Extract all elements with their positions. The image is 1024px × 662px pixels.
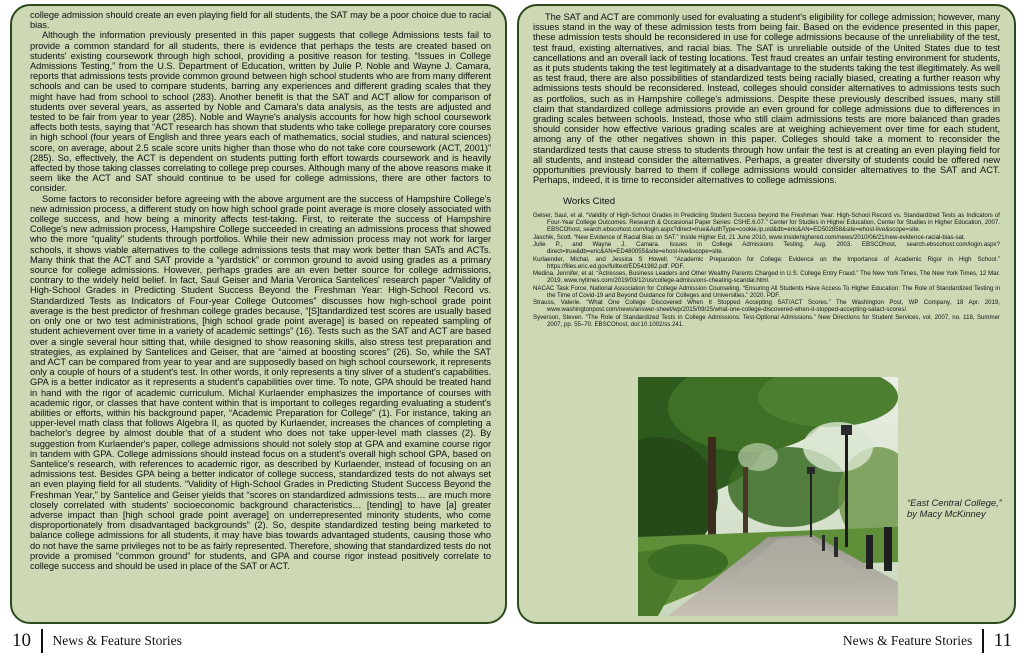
works-cited-heading: Works Cited [563,196,616,208]
left-page-number: 10 [12,630,31,651]
footer-divider [41,629,43,653]
citation-item: Medina, Jennifer, et al. “Actresses, Business Leaders and Other Wealthy Parents Charged in U.S. College Entry Fraud.” The New York Times, The New York Times, 12 Mar. 2019, www.nytimes.com/2019/03/12/us/college-admissions-cheating-scandal.html. [533,270,1000,285]
left-paragraph-2: Although the information previously presented in this paper suggests that college Admissions tests fail to provide a common standard for all students, there is evidence that perhaps the tests are created based on students' existing coursework through high school, providing a positive reason for testing. “Issues in College Admissions Testing,” from the U.S. Department of Education, written by Julie P. Noble and Wayne J. Camara, reports that admissions tests provide common ground between high school students who are from many different schools and can be used to compare students, barring any experiences and different grading scales that they might have had from school to school (283). Another benefit is that the SAT and ACT allow for comparison of students over several years, as asserted by Noble and Camara's data analysis, as the tests are adjusted and tested to be fair from year to year (285). Noble and Wayne's analysis accounts for how high school coursework affects both tests, saying that “ACT research has shown that students who take college preparatory core courses in high school (four years of English and three years each of mathematics, social studies, and natural sciences) score, on average, about 2.5 scale score units higher than those who do not take core coursework (ACT, 2001)” (285). So, effectively, the ACT is dependent on students putting forth effort towards coursework and is heavily affected by those taking classes correlating to college prep courses. Although many of the above reasons make it seem like the ACT and SAT should continue to be used for college admissions, there are other factors to consider. [30,30,491,194]
right-paragraph-1: The SAT and ACT are commonly used for evaluating a student's eligibility for college admission; however, many issues stand in the way of these admission tests from being fair. Based on the evidence presented in this paper, these admission tests should be reconsidered in use for college admissions because of the unreliability of the test, test fraud, existing alternatives, and racial bias. The SAT is unreliable outside of the United States due to test cancellations and an overall lack of testing locations. Test fraud creates an unfair testing environment for students, as it puts students taking the test legitimately at a disadvantage to the students taking the test illegitimately. As well as test fraud, there are also possibilities of standardized tests being racially biased, creating a further reason why admissions tests should be reconsidered. Instead, colleges should consider alternatives to admissions tests such as portfolios, such as in Hampshire college's admissions. Despite these previously described issues, many still claim that standardized college admissions provide an even ground for college admissions due to differences in grading scales between schools. Instead, those who still claim admissions tests are more balanced than grades should consider how effective various grading scales are at weighing achievement over time for each student, among any of the other negatives shown in this paper. Colleges should take a moment to reconsider the standardized tests that cause stress to students through how unfair the test is at creating an even playing field for all students, and instead consider the alternatives. Perhaps, a greater diversity of students could be offered new opportunities previously barred to them if college admissions would consider alternatives to the SAT and ACT. Perhaps, indeed, it is time to reconsider alternatives to college admissions. [533,12,1000,186]
left-footer [12,626,182,656]
citation-item: Geiser, Saul, et al. “Validity of High-School Grades in Predicting Student Success beyond the Freshman Year: High-School Record vs. Standardized Tests as Indicators of Four-Year College Outcomes. Research & Occasional Paper Series: CSHE.6.07.” Center for Studies in Higher Education, Center for Studies in Higher Education, 2007. EBSCOhost, search.ebscohost.com/login.aspx?direct=true&AuthType=cookie,ip,uid&db=eric&AN=ED502858&site=ehost-live&scope=site. [533,212,1000,234]
right-section-name: News & Feature Stories [842,633,973,648]
campus-path-photo [638,377,898,616]
citation-item: Strauss, Valerie. “What One College Discovered When It Stopped Accepting SAT/ACT Scores.” The Washington Post, WP Company, 18 Apr. 2019, www.washingtonpost.com/news/answer-sheet/wp/2015/09/25/what-one-college-discovered-when-it-stopped-accepting-satact-scores/. [533,299,1000,314]
right-page-number: 11 [993,630,1012,651]
right-footer [843,626,1012,656]
footer-divider [982,629,984,653]
right-article-text [533,12,1000,185]
left-section-name: News & Feature Stories [52,633,182,648]
left-paragraph-1: college admission should create an even playing field for all students, the SAT may be a poor choice due to racial bias. [30,10,491,31]
photo-caption-credit: by Macy McKinney [907,508,986,519]
campus-path-illustration [638,377,898,616]
left-article-text [30,10,491,571]
citation-item: NACAC Task Force, National Association for College Admission Counseling. “Ensuring All Students Have Access To Higher Education: The Role of Standardized Testing in the Time of Covid-19 and Beyond Guidance for Colleges and Universities.” 2020. PDF. [533,284,1000,299]
works-cited-list [533,212,1000,328]
photo-caption-title: “East Central College,” [907,497,1002,508]
left-paragraph-3: Some factors to reconsider before agreeing with the above argument are the success of Hampshire College's new admission process, a different study on how high school grade point average is more closely associated with college success, and how being a minority affects test-taking. First, to reiterate the success of Hampshire College's new admission process, Hampshire College succeeded in creating an admissions process that showed who the more “quality” students through portfolios. While their new admission process may not work for larger schools, it shows viable alternatives to the college admissions tests that may work better than SATs and ACTs. Many think that the ACT and SAT provide a “yardstick” or common ground to avoid using grades as a primary source for college admissions. However, perhaps grades are an even better source for college admissions, contrary to the widely held belief. In fact, Saul Geiser and Maria Veronica Santelices' research paper “Validity of High-School Grades in Predicting Student Success Beyond the Freshman Year: High-School Record vs. Standardized Tests as Indicators of Four-year College Outcomes” discusses how high-school grade point average is the best predictor of freshman college grades because, “[S]tandardized test scores are usually based on only one or two test administrations, [high school grade point average] is based on repeated sampling of student achievement over time in a variety of academic settings” (16). Tests such as the SAT and ACT are based over a single several hour sitting that, while designed to show reasoning skills, also stress test preparation and strategies, as explained by Santelices and Geiser, that are “aimed at boosting scores” (26). So, while the SAT and ACT can be compared from year to year and are supposedly based on high school coursework, it represents only a couple of hours of a student's test. In other words, it only represents a tiny sliver of a student's capabilities. GPA is a better indicator as it represents a student's capabilities over time. To note, GPA should be treated hand in hand with the rigor of academic curriculum. Michal Kurlaender emphasizes the importance of courses with academic rigor, or classes that have content within that is important to colleges regarding evaluating a student's abilities or efforts, within his background paper, “Academic Preparation for College” (1). For instance, taking an upper-level math class that follows Algebra II, as quoted by Kurlaender, increases the chances of completing a bachelor's degree by almost double that of a student who does not take upper-level math classes (2). By suggestion from Kurlaender's paper, college admissions should not solely stop at GPA and examine course rigor in tandem with GPA. College admissions should instead focus on a student's overall high school GPA, based on Santelice's research, with references to academic rigor, as described by Kurlaender, instead of focusing on an admissions test. Besides GPA being a better indicator of college success, standardized tests do not always set an even playing field for all students. “Validity of High-School Grades in Predicting Student Success Beyond the Freshman Year,” by Santelice and Geiser yields that “scores on standardized admissions tests… are much more closely correlated with students' socioeconomic background characteristics… [tending] to have [a] greater adverse impact than [high school grade point average] on underrepresented minority students, who come disproportionately from disadvantaged backgrounds” (2). So, despite standardized testing being marketed to balance college admissions for all students, it may have bias towards advantaged students, causing those who do not have the same privileges not to be as fairly represented. Therefore, showing that standardized tests do not provide a promised “common ground” for students, and GPA and course rigor instead positively correlate to college success and should be used in place of the SAT or ACT. [30,193,491,571]
left-page-panel [10,4,507,624]
citation-item: Syverson, Steven. “The Role of Standardized Tests in College Admissions: Test-Optional Admissions.” New Directions for Student Services, vol. 2007, no. 118, Summer 2007, pp. 55–70. EBSCOhost, doi:10.1002/ss.241. [533,313,1000,328]
citation-item: Jaschik, Scott. “New Evidence of Racial Bias on SAT.” Inside Higher Ed, 21 June 2010, www.insidehighered.com/news/2010/06/21/new-evidence-racial-bias-sat. [533,233,966,241]
right-page-panel [517,4,1016,624]
citation-item: Julie P., and Wayne J. Camara. Issues in College Admissions Testing. Aug. 2003. EBSCOhost, search.ebscohost.com/login.aspx?direct=true&db=eric&AN=ED480055&site=ehost-live&scope=site. [533,241,1000,256]
citation-item: Kurlaender, Michal, and Jessica S Howell. “Academic Preparation for College: Evidence on the Importance of Academic Rigor in High School.” https://files.eric.ed.gov/fulltext/ED541982.pdf. PDF. [533,255,1000,270]
photo-caption [907,497,1013,519]
